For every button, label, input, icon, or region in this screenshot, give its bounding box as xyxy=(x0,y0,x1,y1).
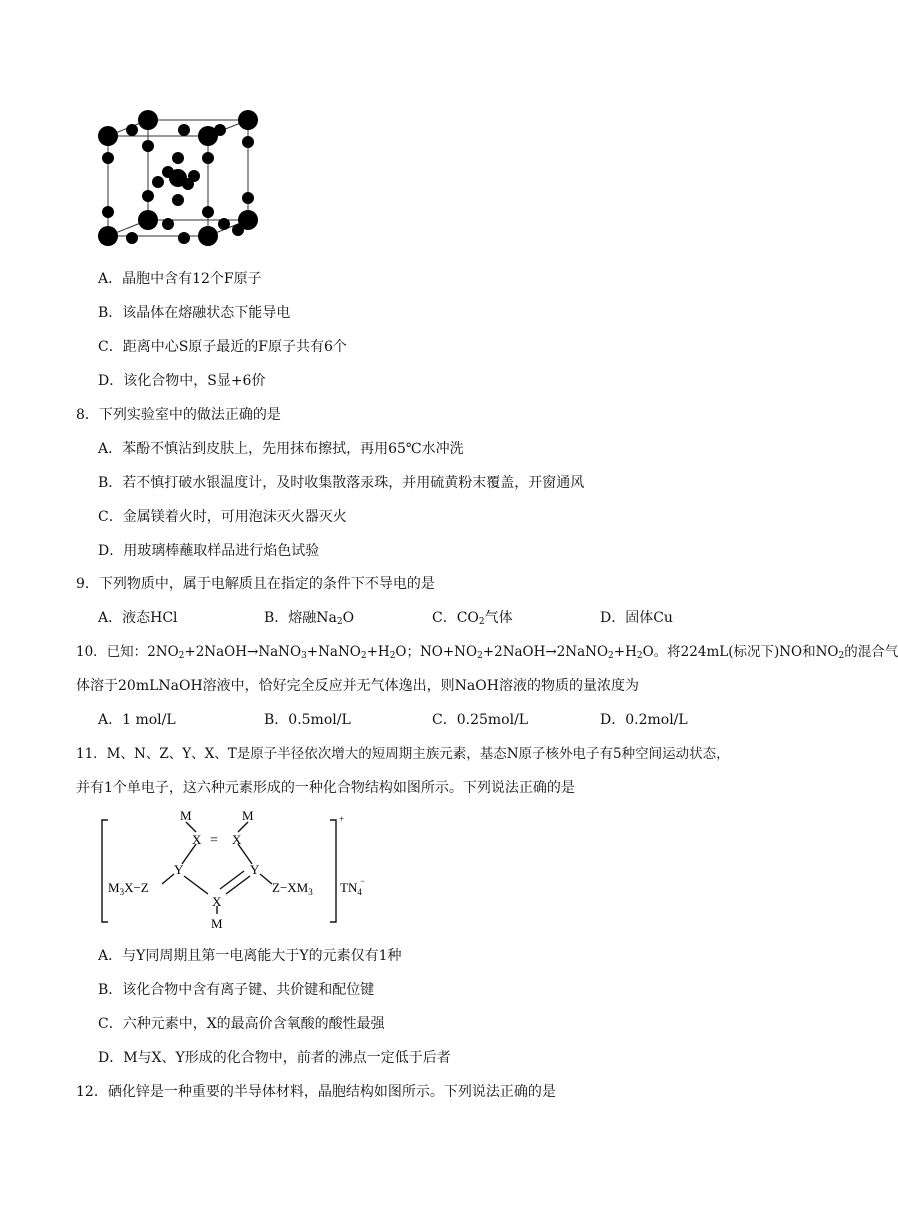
struct-left-group: $M_3X-Z$ xyxy=(108,880,149,897)
struct-y-right: Y xyxy=(250,862,260,877)
q8-option-b: B．若不慎打破水银温度计，及时收集散落汞珠，并用硫黄粉末覆盖，开窗通风 xyxy=(98,475,585,491)
q9-stem: 9．下列物质中，属于电解质且在指定的条件下不导电的是 xyxy=(76,576,435,592)
q12-stem: 12．硒化锌是一种重要的半导体材料，晶胞结构如图所示。下列说法正确的是 xyxy=(76,1084,556,1100)
q10-stem-line2: 体溶于20mLNaOH溶液中，恰好完全反应并无气体逸出，则NaOH溶液的物质的量浓度为 xyxy=(76,678,639,694)
q11-option-d: D．M与X、Y形成的化合物中，前者的沸点一定低于后者 xyxy=(98,1050,451,1066)
q10-option-d: D．0.2mol/L xyxy=(600,712,688,728)
struct-x-right: X xyxy=(232,832,242,847)
q9-option-d: D．固体Cu xyxy=(600,610,673,626)
struct-double-bond: = xyxy=(210,833,218,848)
q9-option-a: A．液态HCl xyxy=(98,610,178,626)
struct-m-top-left: M xyxy=(180,808,192,823)
q8-option-c: C．金属镁着火时，可用泡沫灭火器灭火 xyxy=(98,509,347,525)
q11-option-a: A．与Y同周期且第一电离能大于Y的元素仅有1种 xyxy=(98,948,402,964)
struct-m-bottom: M xyxy=(211,916,223,931)
q10-option-c: C．0.25mol/L xyxy=(432,712,529,728)
q9-option-c: C．$CO_2$气体 xyxy=(432,610,513,627)
struct-x-bottom: X xyxy=(212,894,222,909)
struct-anion-charge: − xyxy=(360,876,366,886)
struct-x-left: X xyxy=(192,832,202,847)
struct-m-top-right: M xyxy=(242,808,254,823)
crystal-cell-figure xyxy=(96,112,266,252)
q8-option-d: D．用玻璃棒蘸取样品进行焰色试验 xyxy=(98,543,320,559)
q8-stem: 8．下列实验室中的做法正确的是 xyxy=(76,407,281,423)
q7-option-b: B．该晶体在熔融状态下能导电 xyxy=(98,305,291,321)
q7-option-c: C．距离中心S原子最近的F原子共有6个 xyxy=(98,339,347,355)
q11-structure-figure xyxy=(98,808,378,938)
q8-option-a: A．苯酚不慎沾到皮肤上，先用抹布擦拭，再用65℃水冲洗 xyxy=(98,441,464,457)
q11-stem-line1: 11．M、N、Z、Y、X、T是原子半径依次增大的短周期主族元素，基态N原子核外电子有5种空间运动状态， xyxy=(76,746,730,762)
struct-y-left: Y xyxy=(174,862,184,877)
q10-option-b: B．0.5mol/L xyxy=(264,712,351,728)
q7-option-a: A．晶胞中含有12个F原子 xyxy=(98,271,262,287)
q10-stem-line1: 10．已知：$2NO_2+2NaOH\to NaNO_3+NaNO_2+H_2O$；$NO+NO_2+2NaOH\to 2NaNO_2+H_2O$。将224mL(标况下)NO和$NO_2$的混合气 xyxy=(76,644,898,661)
q11-option-c: C．六种元素中，X的最高价含氧酸的酸性最强 xyxy=(98,1016,385,1032)
struct-right-group: $Z-XM_3$ xyxy=(272,880,313,897)
struct-anion: $TN_4$ xyxy=(340,880,362,897)
struct-charge: + xyxy=(339,814,345,824)
q11-stem-line2: 并有1个单电子，这六种元素形成的一种化合物结构如图所示。下列说法正确的是 xyxy=(76,780,575,796)
q9-option-b: B．熔融$Na_2O$ xyxy=(264,610,355,627)
q7-option-d: D．该化合物中，S显+6价 xyxy=(98,373,266,389)
q10-option-a: A．1 mol/L xyxy=(98,712,176,728)
q11-option-b: B．该化合物中含有离子键、共价键和配位键 xyxy=(98,982,375,998)
